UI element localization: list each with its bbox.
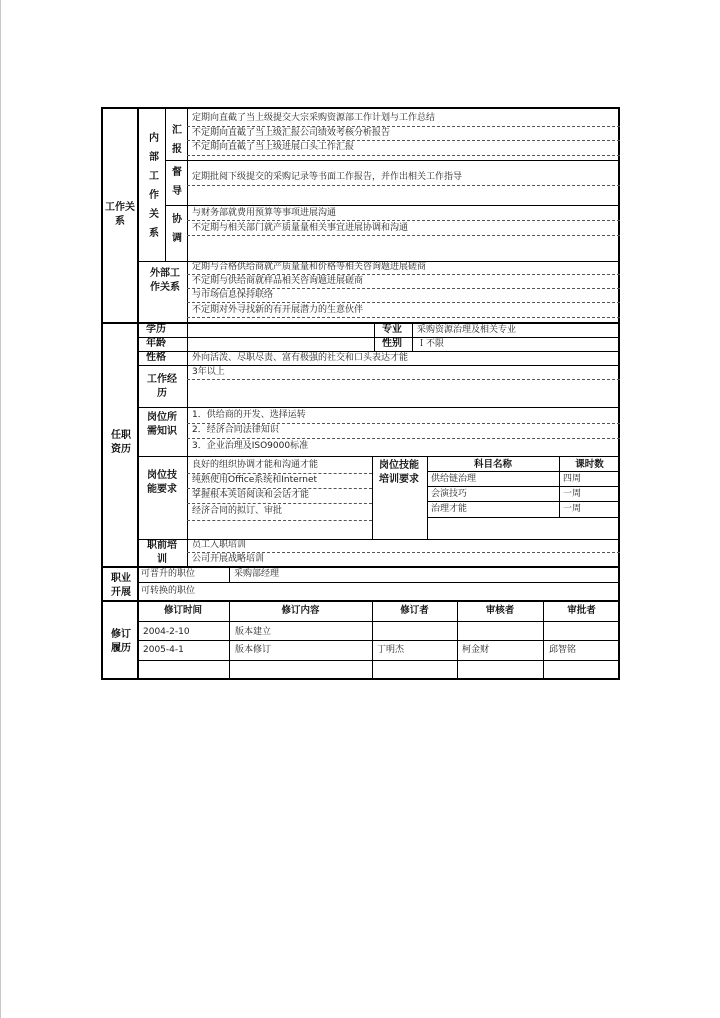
external-item: 不定期对外寻找新的有开展潜力的生意伙伴 — [192, 305, 364, 315]
report-label: 汇报 — [172, 125, 182, 155]
personality-value: 外向活泼、尽职尽责、富有极强的社交和口头表达才能 — [192, 353, 409, 363]
skills-item: 经济合同的拟订、审批 — [192, 506, 283, 516]
training-hours-header: 课时数 — [575, 459, 604, 470]
divider — [165, 160, 620, 161]
knowledge-label: 岗位所需知识 — [147, 412, 177, 437]
revision-header-reviewer: 审核者 — [485, 605, 515, 616]
divider — [165, 109, 166, 261]
transfer-label: 可转换的职位 — [141, 586, 196, 596]
report-item: 不定期向直截了当上级进展口头工作汇报 — [192, 142, 355, 152]
divider — [137, 640, 620, 641]
report-item: 不定期向直截了当上级汇报公司绩效考核分析报告 — [192, 128, 391, 138]
training-subject: 会演技巧 — [431, 489, 468, 499]
training-subject: 治理才能 — [431, 504, 468, 514]
gender-label: 性别 — [382, 338, 402, 349]
age-label: 年龄 — [146, 338, 166, 349]
pre-job-item: 员工入职培训 — [192, 540, 247, 550]
revision-cell: 版本修订 — [235, 645, 272, 655]
external-item: 定期与合格供给商就产质量量和价格等相关咨询题进展磋商 — [192, 262, 427, 272]
training-subject-header: 科目名称 — [473, 459, 512, 470]
skills-label: 岗位技能要求 — [147, 470, 177, 495]
divider — [187, 438, 620, 439]
training-subject: 供给链治理 — [431, 474, 477, 484]
divider — [427, 517, 620, 518]
divider — [427, 501, 620, 502]
revision-cell: 版本建立 — [235, 627, 272, 637]
training-hours: 四周 — [563, 474, 582, 484]
divider — [137, 567, 139, 601]
internal-relations-label: 内部工作关系 — [149, 133, 159, 239]
experience-label: 工作经历 — [147, 374, 177, 399]
coordinate-item: 与财务部就费用预算等事项进展沟通 — [192, 208, 337, 218]
job-description-form — [101, 107, 620, 680]
divider — [137, 407, 620, 408]
divider — [137, 621, 620, 622]
external-item: 不定期与供给商就样品相关咨询题进展磋商 — [192, 276, 364, 286]
promotion-value: 采购部经理 — [234, 569, 280, 579]
personality-label: 性格 — [146, 352, 166, 363]
qualifications-label: 任职资历 — [111, 430, 131, 455]
divider — [137, 582, 620, 583]
supervise-label: 督导 — [172, 167, 182, 197]
coordinate-label: 协调 — [172, 214, 182, 244]
knowledge-item: 3．企业治理及ISO9000标准 — [192, 441, 309, 451]
divider — [137, 456, 620, 457]
coordinate-item: 不定期与相关部门就产质量量相关事宜进展协调和沟通 — [192, 223, 409, 233]
divider — [187, 220, 620, 221]
revision-header-reviser: 修订者 — [400, 605, 429, 616]
revision-cell: 邱智铭 — [549, 645, 577, 655]
major-value: 采购资源治理及相关专业 — [417, 325, 517, 335]
skills-item: 良好的组织协调才能和沟通才能 — [192, 460, 319, 470]
revision-cell: 2004-2-10 — [143, 627, 190, 637]
divider — [137, 109, 139, 323]
revision-label: 修订履历 — [111, 629, 131, 654]
revision-header-time: 修订时间 — [163, 605, 202, 616]
gender-value: Ｉ不限 — [417, 339, 445, 349]
divider — [229, 567, 230, 582]
revision-cell: 丁明杰 — [377, 645, 405, 655]
divider — [187, 235, 620, 236]
divider — [427, 486, 620, 487]
pre-job-training-label: 职前培训 — [147, 540, 177, 565]
divider — [187, 503, 372, 504]
external-item: 与市场信息保持联络 — [192, 290, 274, 300]
divider — [187, 185, 620, 186]
divider — [372, 456, 373, 539]
training-hours: 一周 — [563, 504, 582, 514]
report-item: 定期向直截了当上级提交大宗采购资源部工作计划与工作总结 — [192, 113, 436, 123]
experience-value: 3年以上 — [192, 367, 225, 377]
knowledge-item: 1．供给商的开发、选择运转 — [192, 410, 306, 420]
promotion-label: 可晋升的职位 — [141, 569, 196, 579]
revision-header-approver: 审批者 — [567, 605, 596, 616]
education-label: 学历 — [146, 324, 166, 335]
work-relations-label: 工作关系 — [105, 202, 135, 227]
skills-item: 掌握根本英语阅读和会话才能 — [192, 490, 310, 500]
divider — [137, 660, 620, 661]
divider — [187, 379, 620, 380]
divider — [165, 205, 620, 206]
supervise-item: 定期批阅下级提交的采购记录等书面工作报告，并作出相关工作指导 — [192, 172, 463, 182]
career-label: 职业开展 — [111, 573, 131, 598]
revision-cell: 柯金财 — [462, 645, 490, 655]
divider — [187, 317, 620, 318]
revision-cell: 2005-4-1 — [143, 645, 184, 655]
divider — [187, 155, 620, 156]
external-relations-label: 外部工作关系 — [150, 268, 180, 293]
divider — [427, 471, 620, 472]
page-left-edge — [0, 0, 1, 1018]
section-divider — [103, 322, 620, 324]
revision-header-content: 修订内容 — [281, 605, 320, 616]
training-label: 岗位技能培训要求 — [379, 460, 419, 485]
divider — [187, 520, 372, 521]
divider — [187, 261, 188, 323]
skills-item: 纯熟使用Office系统和Internet — [192, 475, 318, 485]
major-label: 专业 — [382, 324, 402, 335]
divider — [187, 302, 620, 303]
divider — [137, 323, 139, 567]
pre-job-item: 公司开展战略培训 — [192, 554, 265, 564]
divider — [187, 323, 188, 567]
knowledge-item: 2．经济合同法律知识 — [192, 425, 279, 435]
training-hours: 一周 — [563, 489, 582, 499]
